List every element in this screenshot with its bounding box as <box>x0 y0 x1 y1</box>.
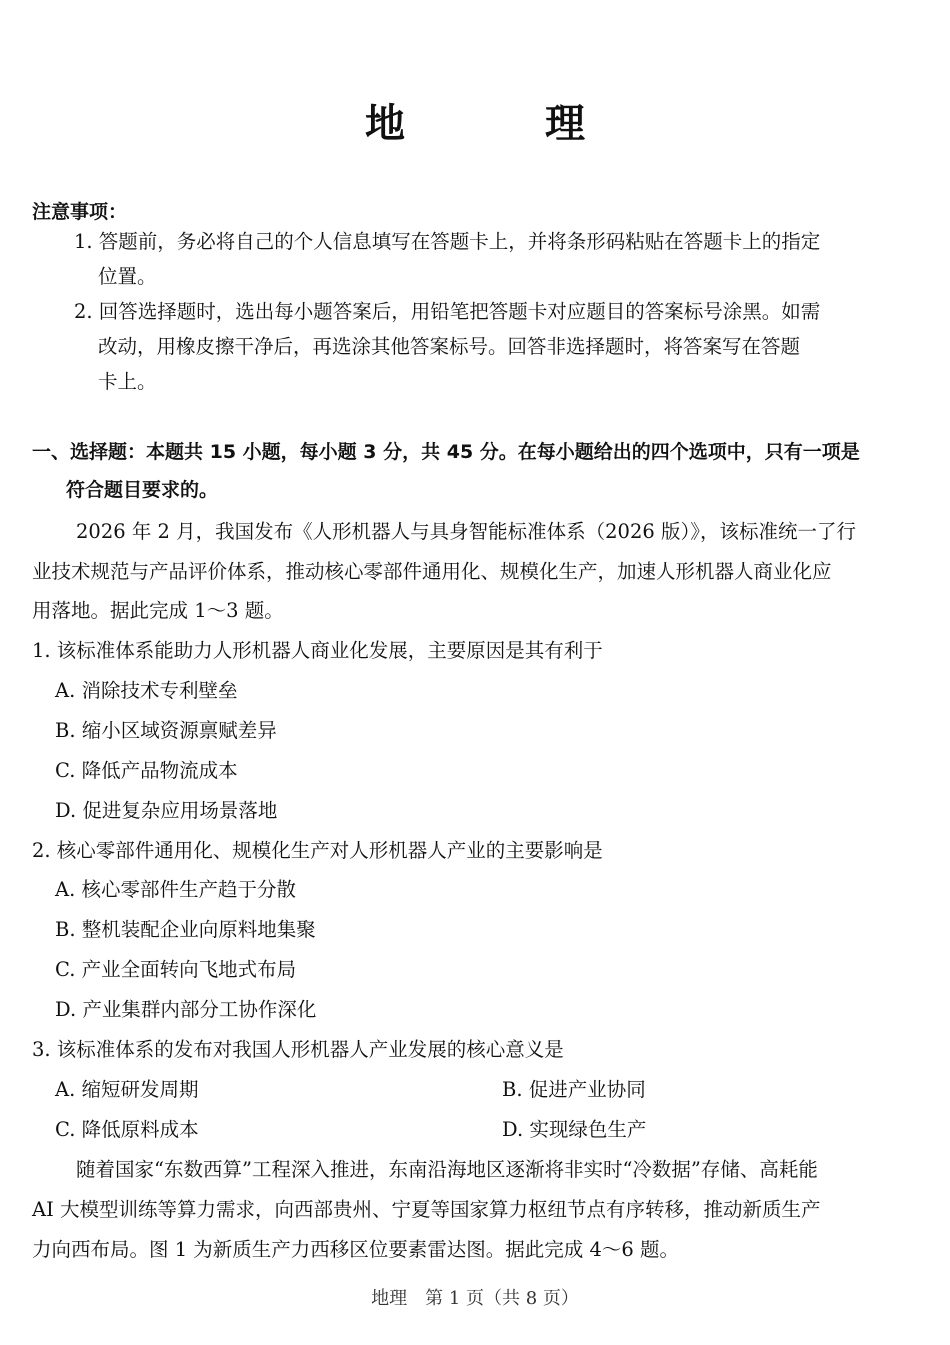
question-1-option-d: D. 促进复杂应用场景落地 <box>55 799 278 822</box>
question-2-option-d: D. 产业集群内部分工协作深化 <box>55 998 317 1021</box>
passage1-line-2: 业技术规范与产品评价体系，推动核心零部件通用化、规模化生产，加速人形机器人商业化应 <box>32 560 832 583</box>
page-title: 地 理 <box>365 101 635 147</box>
section-heading-line-1: 一、选择题：本题共 15 小题，每小题 3 分，共 45 分。在每小题给出的四个选项中，只有一项是 <box>32 441 860 463</box>
question-3-option-c: C. 降低原料成本 <box>55 1118 199 1141</box>
passage1-line-1: 2026 年 2 月，我国发布《人形机器人与具身智能标准体系（2026 版）》，该标准统一了行 <box>76 520 856 543</box>
question-1-option-b: B. 缩小区域资源禀赋差异 <box>55 719 277 742</box>
notice-item-2-line-1: 2. 回答选择题时，选出每小题答案后，用铅笔把答题卡对应题目的答案标号涂黑。如需 <box>74 300 821 323</box>
page-footer: 地理 第 1 页（共 8 页） <box>371 1288 579 1309</box>
section-heading-line-2: 符合题目要求的。 <box>66 479 219 501</box>
notice-heading: 注意事项： <box>32 201 128 223</box>
question-1-option-c: C. 降低产品物流成本 <box>55 759 238 782</box>
question-2-option-c: C. 产业全面转向飞地式布局 <box>55 958 297 981</box>
notice-item-2-line-3: 卡上。 <box>98 370 157 393</box>
passage2-line-2: AI 大模型训练等算力需求，向西部贵州、宁夏等国家算力枢纽节点有序转移，推动新质生产 <box>32 1198 821 1221</box>
question-2-stem: 2. 核心零部件通用化、规模化生产对人形机器人产业的主要影响是 <box>32 839 603 862</box>
question-1-option-a: A. 消除技术专利壁垒 <box>55 679 238 702</box>
notice-item-1-line-2: 位置。 <box>98 265 157 288</box>
question-2-option-b: B. 整机装配企业向原料地集聚 <box>55 918 316 941</box>
question-3-stem: 3. 该标准体系的发布对我国人形机器人产业发展的核心意义是 <box>32 1038 564 1061</box>
passage2-line-3: 力向西布局。图 1 为新质生产力西移区位要素雷达图。据此完成 4～6 题。 <box>32 1238 680 1261</box>
passage1-line-3: 用落地。据此完成 1～3 题。 <box>32 599 284 622</box>
notice-item-2-line-2: 改动，用橡皮擦干净后，再选涂其他答案标号。回答非选择题时，将答案写在答题 <box>98 335 801 358</box>
passage2-line-1: 随着国家“东数西算”工程深入推进，东南沿海地区逐渐将非实时“冷数据”存储、高耗能 <box>76 1158 818 1181</box>
question-1-stem: 1. 该标准体系能助力人形机器人商业化发展，主要原因是其有利于 <box>32 639 603 662</box>
question-3-option-b: B. 促进产业协同 <box>502 1078 646 1101</box>
question-3-option-a: A. 缩短研发周期 <box>55 1078 199 1101</box>
question-2-option-a: A. 核心零部件生产趋于分散 <box>55 878 296 901</box>
question-3-option-d: D. 实现绿色生产 <box>502 1118 647 1141</box>
notice-item-1-line-1: 1. 答题前，务必将自己的个人信息填写在答题卡上，并将条形码粘贴在答题卡上的指定 <box>74 230 821 253</box>
